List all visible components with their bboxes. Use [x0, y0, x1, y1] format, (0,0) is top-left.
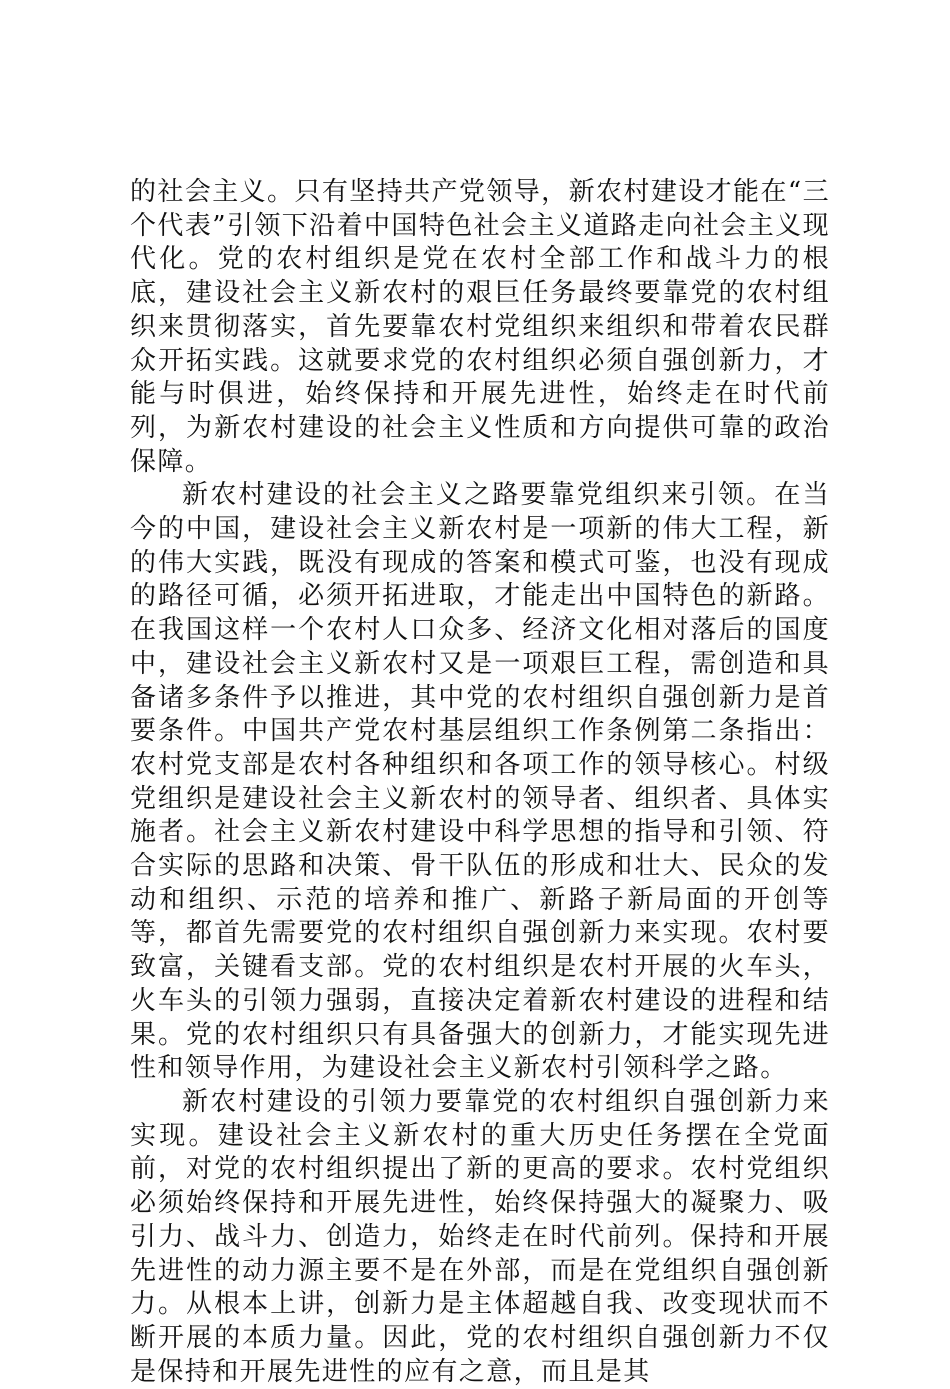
body-paragraph-2: 新农村建设的社会主义之路要靠党组织来引领。在当今的中国，建设社会主义新农村是一项新的伟大工程，新的伟大实践，既没有现成的答案和模式可鉴，也没有现成的路径可循，必须开拓进取，才能走出中国特色的新路。在我国这样一个农村人口众多、经济文化相对落后的国度中，建设社会主义新农村又是一项艰巨工程，需创造和具备诸多条件予以推进，其中党的农村组织自强创新力是首要条件。中国共产党农村基层组织工作条例第二条指出：农村党支部是农村各种组织和各项工作的领导核心。村级党组织是建设社会主义新农村的领导者、组织者、具体实施者。社会主义新农村建设中科学思想的指导和引领、符合实际的思路和决策、骨干队伍的形成和壮大、民众的发动和组织、示范的培养和推广、新路子新局面的开创等等，都首先需要党的农村组织自强创新力来实现。农村要致富，关键看支部。党的农村组织是农村开展的火车头，火车头的引领力强弱，直接决定着新农村建设的进程和结果。党的农村组织只有具备强大的创新力，才能实现先进性和领导作用，为建设社会主义新农村引领科学之路。	[130, 480, 830, 1084]
document-page	[130, 176, 830, 1389]
body-paragraph-1: 的社会主义。只有坚持共产党领导，新农村建设才能在“三个代表”引领下沿着中国特色社会主义道路走向社会主义现代化。党的农村组织是党在农村全部工作和战斗力的根底，建设社会主义新农村的艰巨任务最终要靠党的农村组织来贯彻落实，首先要靠农村党组织来组织和带着农民群众开拓实践。这就要求党的农村组织必须自强创新力，才能与时俱进，始终保持和开展先进性，始终走在时代前列，为新农村建设的社会主义性质和方向提供可靠的政治保障。	[130, 177, 830, 477]
body-paragraph-3: 新农村建设的引领力要靠党的农村组织自强创新力来实现。建设社会主义新农村的重大历史任务摆在全党面前，对党的农村组织提出了新的更高的要求。农村党组织必须始终保持和开展先进性，始终保持强大的凝聚力、吸引力、战斗力、创造力，始终走在时代前列。保持和开展先进性的动力源主要不是在外部，而是在党组织自强创新力。从根本上讲，创新力是主体超越自我、改变现状而不断开展的本质力量。因此，党的农村组织自强创新力不仅是保持和开展先进性的应有之意，而且是其	[130, 1086, 830, 1387]
